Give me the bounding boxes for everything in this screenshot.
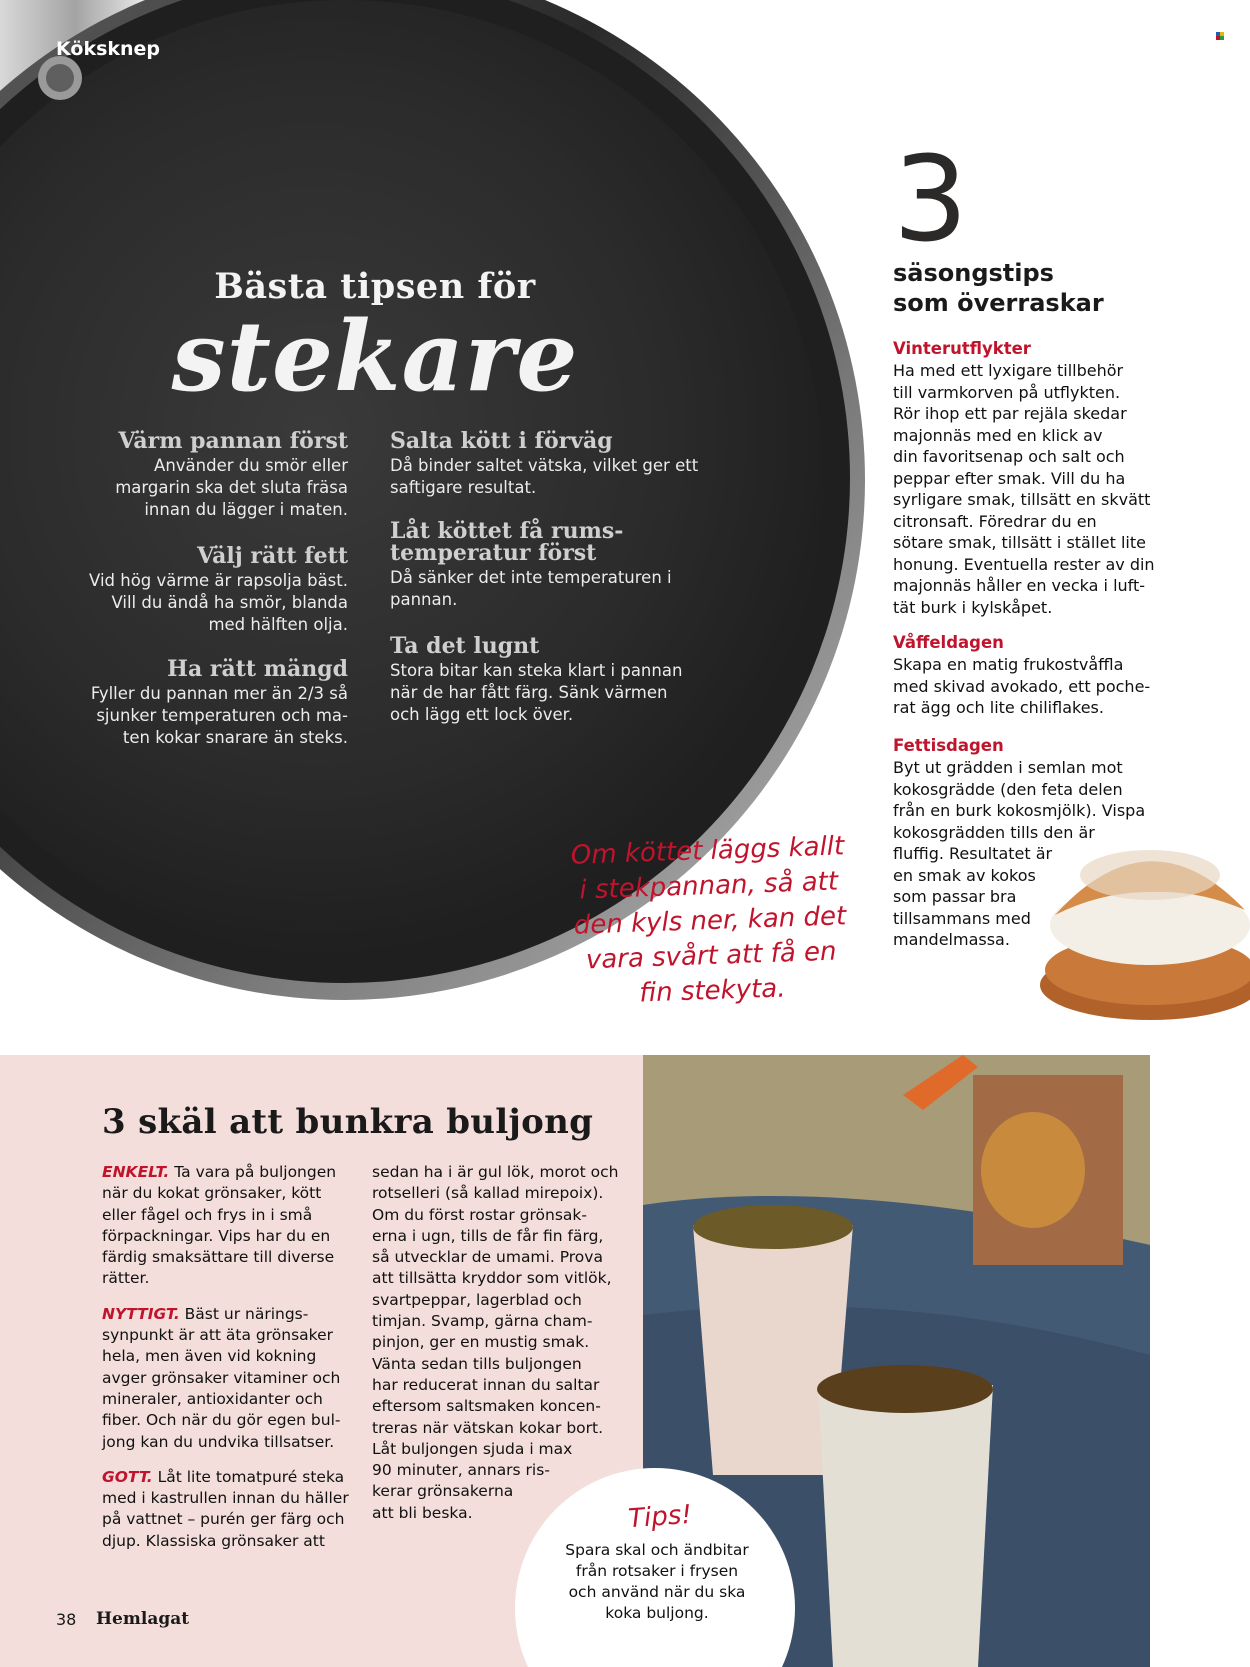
tip-title: Ta det lugnt xyxy=(390,633,540,659)
page-margin xyxy=(1150,1055,1250,1667)
heading-sub: Bästa tipsen för xyxy=(214,266,536,307)
magazine-brand: Hemlagat xyxy=(96,1609,190,1629)
tip-title-2: temperatur först xyxy=(390,540,597,566)
heading-main: stekare xyxy=(171,300,579,413)
page-number: 38 xyxy=(56,1610,77,1629)
tip-ta-det-lugnt xyxy=(390,635,750,726)
season-text: Byt ut grädden i semlan mot kokosgrädde (den feta delen från en burk kokosmjölk). Vispa kokosgrädden tills den är fluffig. Resultatet är en smak av kokos som passar bra tillsammans med mandelmassa. xyxy=(893,758,1146,949)
tip-title: Värm pannan först xyxy=(118,428,348,454)
broth-title: 3 skäl att bunkra buljong xyxy=(102,1102,594,1142)
tip-text: Vid hög värme är rapsolja bäst. Vill du ändå ha smör, blanda med hälften olja. xyxy=(89,571,348,634)
tip-text: Stora bitar kan steka klart i pannan när de har fått färg. Sänk värmen och lägg ett lock över. xyxy=(390,661,683,724)
season-item-vaffeldagen xyxy=(893,632,1155,719)
section-label: Köksknep xyxy=(56,38,161,60)
tip-title: Låt köttet få rums- xyxy=(390,518,624,544)
season-title: säsongstips som överraskar xyxy=(893,259,1104,317)
corner-logo-icon xyxy=(1216,32,1224,40)
pan-heading xyxy=(120,266,630,413)
tip-title: Ha rätt mängd xyxy=(167,656,348,682)
season-heading: Fettisdagen xyxy=(893,736,1004,755)
broth-column-1 xyxy=(102,1162,352,1566)
tip-ratt-mangd xyxy=(40,658,348,749)
season-text: Ha med ett lyxigare tillbehör till varmkorven på utflykten. Rör ihop ett par rejäla skedar majonnäs med en klick av din favoritsenap och salt och peppar efter smak. Vill du ha syrligare smak, tillsätt en skvätt citronsaft. Föredrar du en sötare smak, tillsätt i stället lite honung. Eventuella rester av din majonnäs håller en vecka i luft- tät burk i kylskåpet. xyxy=(893,361,1155,617)
tips-heading: Tips! xyxy=(627,1499,693,1535)
handwritten-note: Om köttet läggs kallt i stekpannan, så att den kyls ner, kan det vara svårt att få en fin stekyta. xyxy=(570,831,847,1009)
tip-text: Använder du smör eller margarin ska det sluta fräsa innan du lägger i maten. xyxy=(115,456,348,519)
tip-text: Fyller du pannan mer än 2/3 så sjunker temperaturen och ma- ten kokar snarare än steks. xyxy=(90,684,348,747)
season-heading: Vinterutflykter xyxy=(893,339,1031,358)
season-number: 3 xyxy=(893,130,969,268)
tip-title: Välj rätt fett xyxy=(197,543,348,569)
tip-title: Salta kött i förväg xyxy=(390,428,613,454)
season-item-vinterutflykter xyxy=(893,338,1155,618)
season-heading: Våffeldagen xyxy=(893,633,1004,652)
reason-enkelt: ENKELT. Ta vara på buljongen när du kokat grönsaker, kött eller fågel och frys in i små förpackningar. Vips har du en färdig smaksättare till diverse rätter. xyxy=(102,1163,337,1288)
reason-nyttigt: NYTTIGT. Bäst ur närings- synpunkt är att äta grönsaker hela, men även vid kokning avger grönsaker vitaminer och mineraler, antioxidanter och fiber. Och när du gör egen bul- jong kan du undvika tillsatser. xyxy=(102,1304,341,1451)
tip-valj-fett xyxy=(40,545,348,636)
reason-gott: GOTT. Låt lite tomatpuré steka med i kastrullen innan du häller på vattnet – purén ger färg och djup. Klassiska grönsaker att xyxy=(102,1467,349,1550)
tip-text: Då sänker det inte temperaturen i pannan. xyxy=(390,568,672,609)
semla-image xyxy=(1030,820,1250,1020)
tips-text: Spara skal och ändbitar från rotsaker i frysen och använd när du ska koka buljong. xyxy=(565,1541,749,1622)
tip-salta-kott xyxy=(390,430,750,499)
tip-varm-pannan xyxy=(80,430,348,521)
tip-text: Då binder saltet vätska, vilket ger ett saftigare resultat. xyxy=(390,456,699,497)
tip-rumstemperatur xyxy=(390,520,750,611)
broth-column-2: sedan ha i är gul lök, morot och rotselleri (så kallad mirepoix). Om du först rostar grönsak- erna i ugn, tills de får fin färg, så utvecklar de umami. Prova att tillsätta kryddor som vitlök, svartpeppar, lagerblad och timjan. Svamp, gärna cham- pinjon, ger en mustig smak. Vänta sedan tills buljongen har reducerat innan du saltar eftersom saltsmaken koncen- treras när vätskan kokar bort. Låt buljongen sjuda i max 90 minuter, annars ris- kerar grönsakerna att bli beska. xyxy=(372,1163,619,1522)
season-text: Skapa en matig frukostvåffla med skivad avokado, ett poche- rat ägg och lite chiliflakes. xyxy=(893,655,1151,717)
